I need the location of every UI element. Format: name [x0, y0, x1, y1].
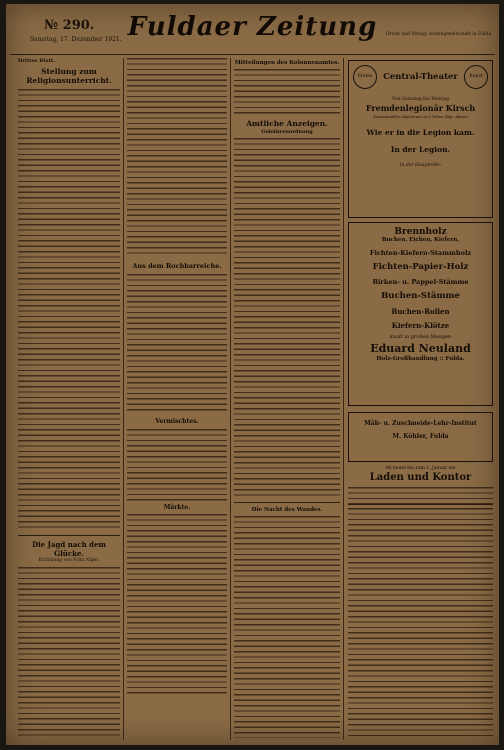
cinema-dates: Von Samstag bis Montag: [392, 96, 449, 102]
cinema-part-1: Wie er in die Legion kam.: [366, 128, 475, 138]
story-title: Die Jagd nach dem Glücke.: [32, 540, 106, 558]
cinema-part-2: In der Legion.: [390, 145, 451, 155]
cinema-feature: Fremdenlegionär Kirsch: [365, 102, 476, 113]
newspaper-title: Fuldaer Zeitung: [127, 12, 378, 42]
issue-number: № 290.: [44, 18, 95, 33]
office-heading: Mitteilungen des Kolonnenamtes.: [234, 60, 340, 66]
misc-heading: Vermischtes.: [155, 418, 199, 425]
ad-corner-badge: Kunst: [464, 65, 488, 89]
lumber-item: Birken- u. Pappel-Stämme: [372, 277, 469, 286]
fee-schedule-heading: Gebührenordnung: [261, 129, 313, 135]
shop-intro: Ab heute bis zum 1. Januar ein: [385, 466, 456, 471]
article-body: [18, 89, 120, 531]
feature-body: [234, 516, 340, 738]
office-body: [234, 69, 340, 115]
regional-news: [127, 274, 227, 414]
lumber-ad: [348, 222, 493, 406]
cinema-ad: [348, 60, 493, 218]
merchant-subline: Holz-Großhandlung :: Fulda.: [376, 355, 465, 362]
school-ad: [348, 412, 493, 462]
school-title: Mäh- u. Zuschneide-Lehr-Institut: [364, 420, 477, 427]
article-headline: Stellung zum Religionsunterricht.: [26, 67, 112, 85]
lumber-item: Buchen-Stämme: [381, 291, 460, 302]
lumber-buys: kauft in großen Mengen: [389, 334, 452, 341]
column-3: [234, 58, 340, 738]
feature-heading: Die Nacht des Wandes.: [251, 507, 323, 513]
shop-ad: [348, 466, 493, 509]
section-heading: Aus dem Rochbarreiche.: [132, 262, 222, 270]
school-owner: M. Köhler, Fulda: [392, 432, 449, 440]
feature-continued-body: [348, 508, 493, 738]
masthead-rule: [10, 54, 495, 55]
story-byline: Erzählung von Fritz Nigel.: [38, 558, 100, 563]
column-1: [18, 58, 120, 738]
shop-body: [348, 487, 493, 509]
official-notices-heading: Amtliche Anzeigen.: [246, 119, 328, 128]
story-body: [18, 567, 120, 738]
cinema-name: Central-Theater: [383, 72, 458, 82]
ad-corner-badge: Erstes: [353, 65, 377, 89]
publisher-info: Druck und Verlag: Actiengesellschaft in Fulda: [385, 32, 491, 37]
markets-heading: Märkte.: [163, 504, 191, 511]
cinema-subline: Sensationelles Abenteuer in 5 Teilen (Bgt. Akten): [372, 114, 469, 120]
issue-date: Samstag, 17. Dezember 1921.: [30, 36, 122, 43]
lumber-item: Fichten-Kiefern-Stammholz: [369, 248, 472, 257]
misc-news: [127, 429, 227, 501]
article-body-continued: [127, 58, 227, 258]
lumber-item: Buchen-Rollen: [391, 307, 450, 317]
lumber-line: Buchen, Eichen, Kiefern,: [381, 237, 460, 244]
markets-body: [127, 514, 227, 694]
section-label: Drittes Blatt.: [18, 58, 55, 64]
column-2: [127, 58, 227, 738]
shop-heading: Laden und Kontor: [369, 472, 472, 484]
lumber-heading: Brennholz: [394, 227, 447, 237]
lumber-item: Kiefern-Klötze: [391, 321, 450, 331]
masthead: [6, 4, 499, 52]
newspaper-page: [6, 4, 499, 745]
cinema-cast: In der Hauptrolle:: [399, 162, 442, 168]
lumber-item: Fichten-Papier-Holz: [372, 262, 469, 273]
merchant-name: Eduard Neuland: [370, 341, 471, 355]
column-4-continued: [348, 508, 493, 738]
fee-schedule-body: [234, 138, 340, 498]
